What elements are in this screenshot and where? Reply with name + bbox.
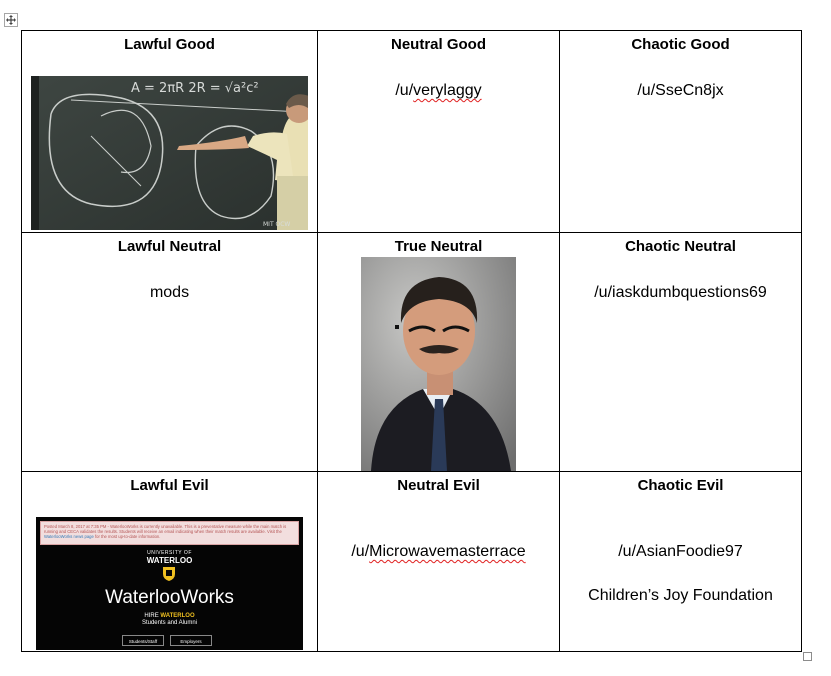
cell-chaotic-evil[interactable] [560, 472, 802, 652]
chaotic-neutral-username: /u/iaskdumbquestions69 [594, 284, 767, 301]
heading-chaotic-neutral: Chaotic Neutral [625, 238, 736, 255]
ww-university-of: UNIVERSITY OF [147, 550, 192, 556]
heading-lawful-good: Lawful Good [124, 36, 215, 53]
heading-chaotic-good: Chaotic Good [631, 36, 730, 53]
ww-crest-icon [162, 566, 176, 581]
table-move-handle[interactable] [4, 13, 18, 27]
heading-neutral-evil: Neutral Evil [397, 477, 480, 494]
chaotic-evil-username: /u/AsianFoodie97 [618, 543, 743, 560]
portrait-photo[interactable] [361, 257, 516, 471]
cell-chaotic-good[interactable] [560, 31, 802, 233]
portrait-image [361, 257, 516, 471]
lecture-photo[interactable] [31, 76, 308, 230]
neutral-good-username: /u/verylaggy [395, 82, 482, 99]
table-resize-handle[interactable] [803, 652, 812, 661]
lawful-neutral-text: mods [149, 284, 190, 301]
ww-waterloo: WATERLOO [146, 556, 193, 565]
waterlooworks-screenshot[interactable] [36, 517, 303, 650]
chaotic-good-username: /u/SseCn8jx [637, 82, 724, 99]
heading-true-neutral: True Neutral [394, 238, 483, 255]
cell-lawful-good[interactable] [22, 31, 318, 233]
svg-text:A = 2πR 2R = √a²c²: A = 2πR 2R = √a²c² [131, 81, 259, 96]
cell-lawful-evil[interactable] [22, 472, 318, 652]
move-arrows-icon [6, 15, 16, 25]
ww-employers-button[interactable]: Employers [170, 635, 212, 646]
ww-notice-banner: Posted March 8, 2017 at 7:35 PM - WaterlooWorks is currently unavailable. This is a preventative measure while the main match is running and CECA validates the results. Students will receive an email indicating when their match results are available. Visit the WaterlooWorks news page for the most up-to-date information. [40, 521, 299, 545]
ww-students-button[interactable]: Students/Staff [122, 635, 164, 646]
chaotic-evil-foundation: Children’s Joy Foundation [588, 587, 773, 604]
heading-lawful-neutral: Lawful Neutral [117, 238, 222, 255]
heading-chaotic-evil: Chaotic Evil [637, 477, 724, 494]
svg-text:MIT OCW: MIT OCW [263, 221, 291, 228]
cell-chaotic-neutral[interactable] [560, 233, 802, 472]
ww-brand: WaterlooWorks [105, 587, 234, 608]
heading-neutral-good: Neutral Good [390, 36, 486, 53]
ww-hire-line: HIRE WATERLOO [144, 613, 195, 619]
alignment-chart-table [21, 30, 802, 652]
ww-students-alumni: Students and Alumni [141, 620, 198, 626]
cell-lawful-neutral[interactable] [22, 233, 318, 472]
chalkboard-lecture-image [31, 76, 308, 230]
neutral-evil-username: /u/Microwavemasterrace [351, 543, 526, 560]
cell-neutral-good[interactable] [318, 31, 560, 233]
cell-true-neutral[interactable] [318, 233, 560, 472]
cell-neutral-evil[interactable] [318, 472, 560, 652]
heading-lawful-evil: Lawful Evil [130, 477, 209, 494]
